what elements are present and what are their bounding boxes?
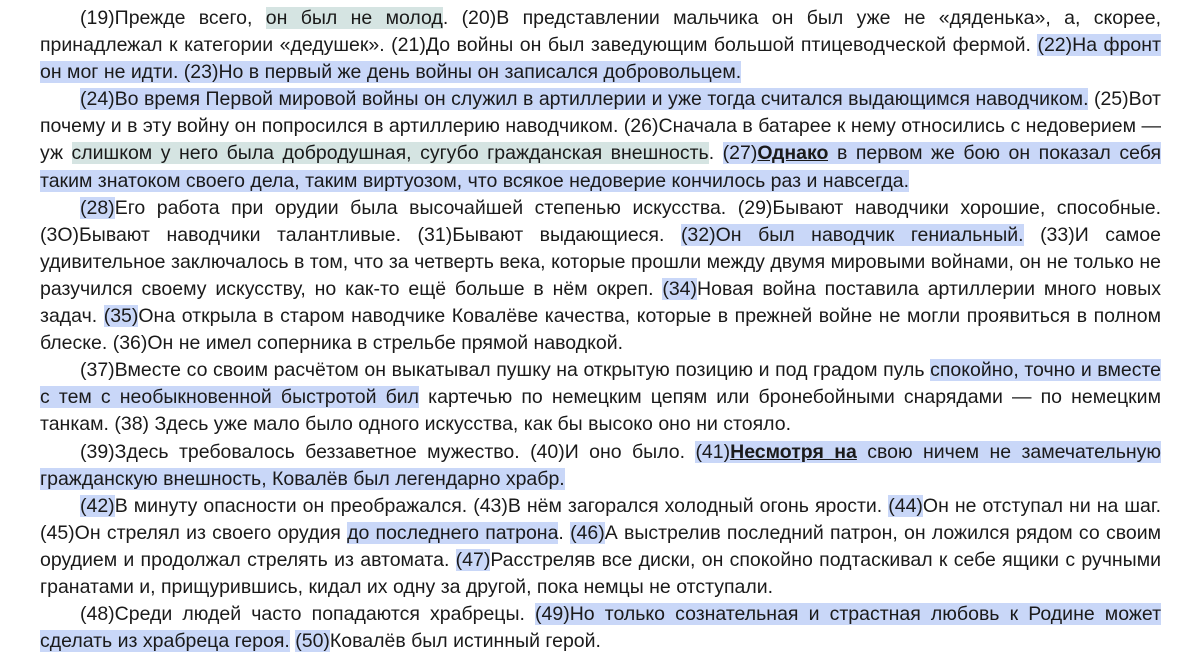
text-segment: Новая война поставила артиллерии много новых задач.: [40, 277, 1161, 328]
highlighted-text-blue: (49)Но только сознательная и страстная любовь к Родине может сделать из храбреца героя.: [40, 603, 1161, 653]
text-segment: (48)Среди людей часто попадаются храбрецы.: [80, 603, 536, 626]
underlined-keyword: Несмотря на: [730, 440, 857, 463]
text-segment: (19)Прежде всего,: [80, 7, 266, 29]
text-segment: картечью по немецким цепям или бронебойными снарядами — по немецким танкам. (38) Здесь уже мало было одного искусства, как бы высоко оно ни стояло.: [40, 386, 1161, 436]
underlined-keyword: Однако: [757, 142, 829, 165]
highlighted-text-blue: (50): [295, 630, 330, 653]
paragraph: [40, 195, 1161, 358]
highlighted-text-blue: (22)На фронт он мог не идти. (23)Но в первый же день войны он записался добровольцем.: [40, 34, 1161, 84]
text-segment: .: [558, 521, 571, 544]
text-segment: (39)Здесь требовалось беззаветное мужество. (40)И оно было.: [80, 440, 696, 463]
highlighted-text-blue: спокойно, точно и вместе с тем с необыкновенной быстротой бил: [40, 359, 1162, 409]
text-segment: А выстрелив последний патрон, он ложился рядом со своим орудием и продолжал стрелять из автомата.: [40, 521, 1161, 571]
text-segment: (25)Вот почему и в эту войну он попросился в артиллерию наводчиком. (26)Сначала в батарее к нему относились с недоверием — уж: [40, 88, 1161, 165]
highlighted-text-blue: до последнего патрона: [347, 521, 559, 544]
paragraph: [40, 493, 1161, 601]
text-segment: Он не отступал ни на шаг. (45)Он стрелял из своего орудия: [40, 494, 1161, 544]
text-segment: Его работа при орудии была высочайшей степенью искусства. (29)Бывают наводчики хорошие, способные. (3О)Бывают наводчики талантливые. (31)Бывают выдающиеся.: [40, 196, 1161, 246]
highlighted-text-blue: (27): [722, 142, 758, 165]
paragraph: [40, 86, 1161, 194]
highlighted-text-blue: (47): [455, 548, 491, 571]
text-segment: (37)Вместе со своим расчётом он выкатывал пушку на открытую позицию и под градом пуль: [80, 359, 931, 382]
highlighted-text-blue: в первом же бою он показал себя таким знатоком своего дела, таким виртуозом, что всякое недоверие кончилось раз и навсегда.: [40, 142, 1161, 192]
highlighted-text-blue: (34): [662, 277, 698, 300]
highlighted-text-blue: свою ничем не замечательную гражданскую внешность, Ковалёв был легендарно храбр.: [40, 440, 1162, 490]
highlighted-text-blue: (32)Он был наводчик гениальный.: [680, 223, 1024, 246]
highlighted-text-blue: (24)Во время Первой мировой войны он служил в артиллерии и уже тогда считался выдающимся наводчиком.: [80, 88, 1089, 111]
paragraph: [40, 601, 1161, 655]
paragraph: [40, 439, 1161, 493]
paragraph: [40, 357, 1161, 438]
highlighted-text-green: он был не молод: [265, 7, 443, 29]
highlighted-text-blue: (46): [570, 521, 605, 544]
text-segment: Расстреляв все диски, он спокойно подтаскивал к себе ящики с ручными гранатами и, прищурившись, кидал их одну за другой, пока немцы не отступали.: [40, 548, 1161, 598]
text-segment: (33)И самое удивительное заключалось в том, что за четверть века, которые прошли между двумя мировыми войнами, он не только не разучился своему искусству, но как-то ещё больше в нём окреп.: [40, 223, 1161, 300]
text-segment: В минуту опасности он преображался. (43)В нём загорался холодный огонь ярости.: [114, 494, 889, 517]
highlighted-text-blue: (44): [888, 494, 923, 517]
text-segment: . (20)В представлении мальчика он был уже не «дяденька», а, скорее, принадлежал к категории «дедушек». (21)До войны он был заведующим большой птицеводческой фермой.: [40, 7, 1162, 57]
highlighted-text-blue: (42): [80, 494, 115, 517]
text-segment: .: [708, 142, 723, 165]
text-segment: Ковалёв был истинный герой.: [329, 630, 601, 653]
paragraph: [40, 5, 1161, 86]
highlighted-text-blue: (41): [695, 440, 731, 463]
highlighted-text-green: слишком у него была добродушная, сугубо гражданская внешность: [71, 142, 709, 165]
highlighted-text-blue: (28): [80, 196, 115, 219]
document-text: [40, 5, 1161, 655]
highlighted-text-blue: (35): [103, 305, 139, 328]
text-segment: Она открыла в старом наводчике Ковалёве качества, которые в прежней войне не могли проявиться в полном блеске. (36)Он не имел соперника в стрельбе прямой наводкой.: [40, 305, 1161, 355]
